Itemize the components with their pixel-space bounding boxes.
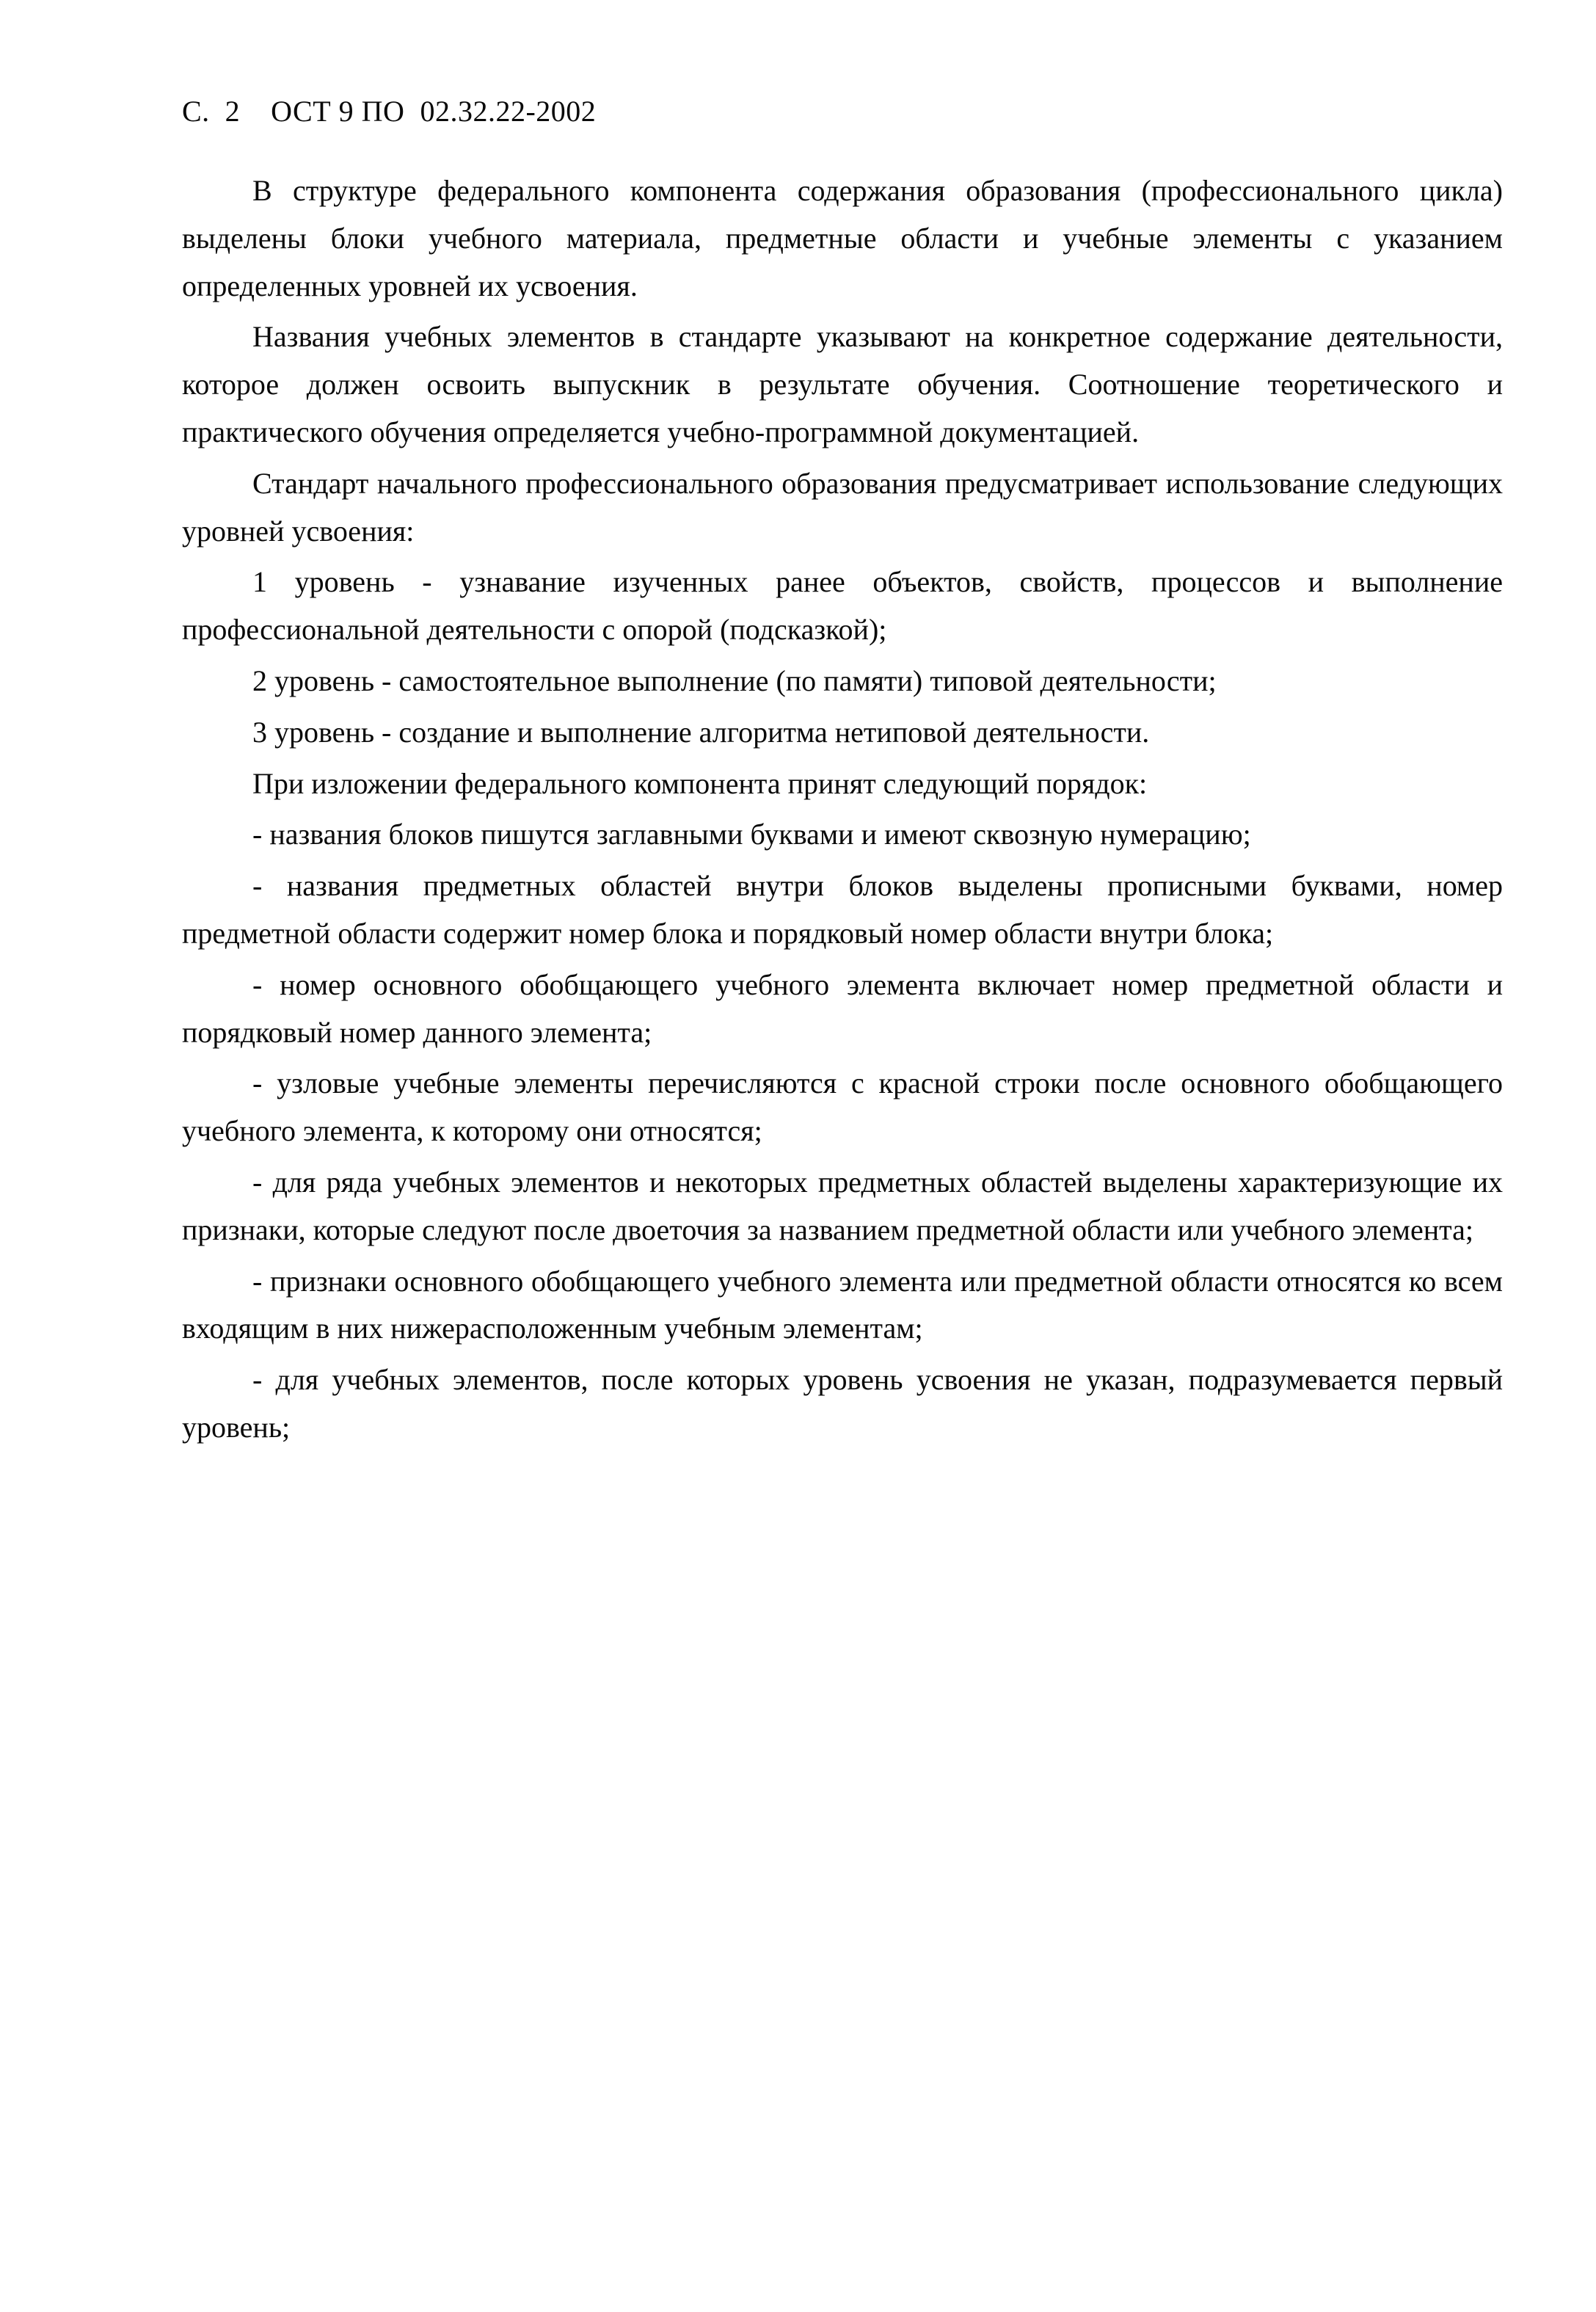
page-content — [182, 94, 1503, 1452]
paragraph-3: Стандарт начального профессионального образования предусматривает использование следующих уровней усвоения: — [182, 466, 1503, 548]
paragraph-bullet-7: - для учебных элементов, после которых уровень усвоения не указан, подразумевается первый уровень; — [182, 1363, 1503, 1444]
paragraph-level-1: 1 уровень - узнавание изученных ранее объектов, свойств, процессов и выполнение профессиональной деятельности с опорой (подсказкой); — [182, 565, 1503, 647]
page-header: С. 2 ОСТ 9 ПО 02.32.22-2002 — [182, 95, 597, 128]
paragraph-2: Названия учебных элементов в стандарте указывают на конкретное содержание деятельности, которое должен освоить выпускник в результате обучения. Соотношение теоретического и практического обучения определяется учебно-программной документацией. — [182, 320, 1503, 448]
paragraph-bullet-6: - признаки основного обобщающего учебного элемента или предметной области относятся ко всем входящим в них нижерасположенным учебным элементам; — [182, 1264, 1503, 1345]
paragraph-bullet-2: - названия предметных областей внутри блоков выделены прописными буквами, номер предметной области содержит номер блока и порядковый номер области внутри блока; — [182, 869, 1503, 950]
paragraph-level-3: 3 уровень - создание и выполнение алгоритма нетиповой деятельности. — [252, 715, 1150, 749]
paragraph-1: В структуре федерального компонента содержания образования (профессионального цикла) выделены блоки учебного материала, предметные области и учебные элементы с указанием определенных уровней их усвоения. — [182, 174, 1503, 302]
paragraph-order-intro: При изложении федерального компонента принят следующий порядок: — [252, 766, 1148, 800]
paragraph-level-2: 2 уровень - самостоятельное выполнение (по памяти) типовой деятельности; — [252, 664, 1217, 697]
paragraph-bullet-4: - узловые учебные элементы перечисляются с красной строки после основного обобщающего учебного элемента, к которому они относятся; — [182, 1066, 1503, 1148]
paragraph-bullet-5: - для ряда учебных элементов и некоторых предметных областей выделены характеризующие их признаки, которые следуют после двоеточия за названием предметной области или учебного элемента; — [182, 1165, 1503, 1246]
paragraph-bullet-3: - номер основного обобщающего учебного элемента включает номер предметной области и порядковый номер данного элемента; — [182, 967, 1503, 1049]
paragraph-bullet-1: - названия блоков пишутся заглавными буквами и имеют сквозную нумерацию; — [252, 818, 1251, 851]
